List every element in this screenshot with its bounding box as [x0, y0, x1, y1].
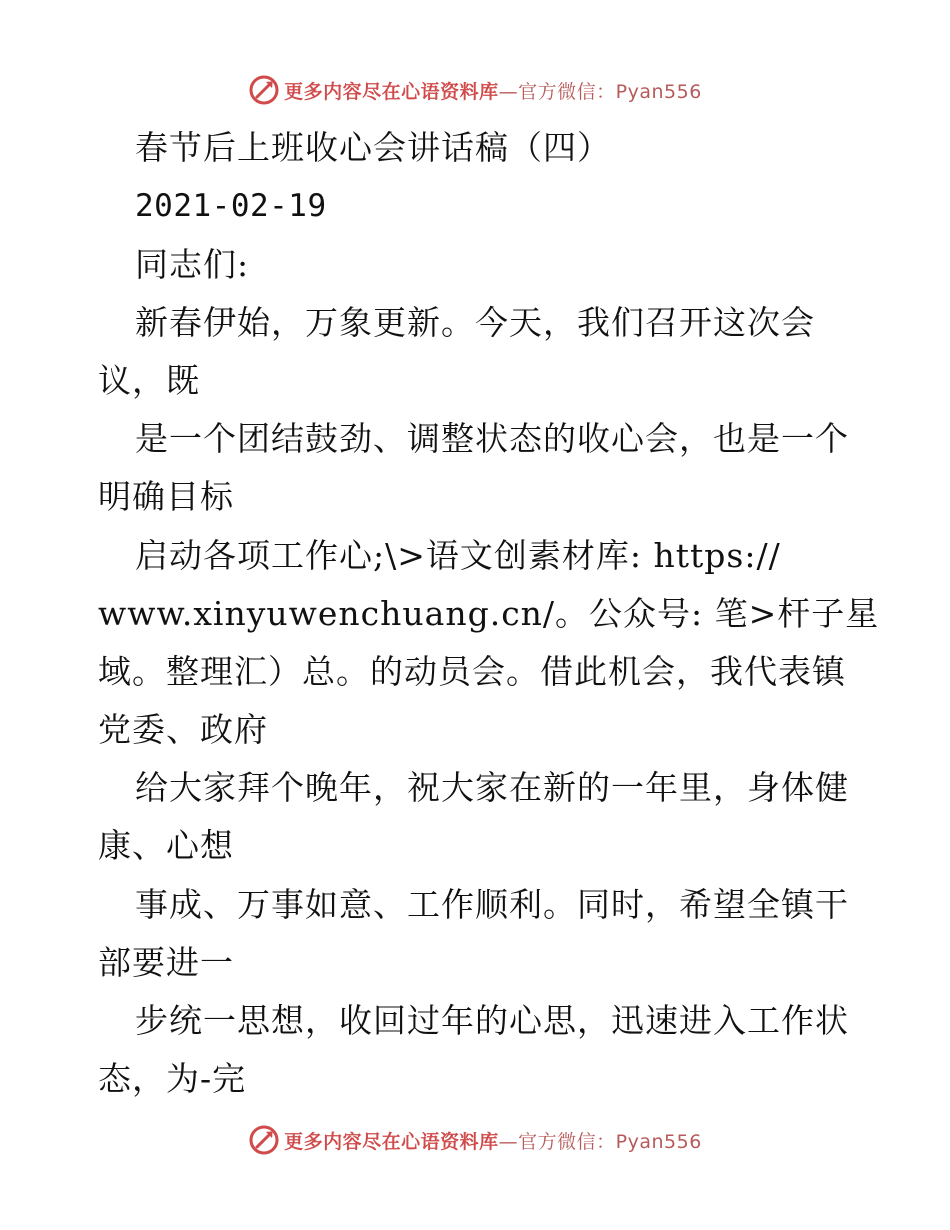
doc-date: 2021-02-19 [135, 188, 327, 224]
banner-text-bold: 更多内容尽在心语资料库 [284, 1130, 499, 1153]
doc-line: 态，为-完 [98, 1059, 247, 1098]
doc-line: 部要进一 [98, 943, 234, 982]
doc-title: 春节后上班收心会讲话稿（四） [135, 128, 611, 167]
doc-line: 给大家拜个晚年，祝大家在新的一年里，身体健 [135, 768, 849, 807]
doc-line: 议，既 [98, 361, 200, 400]
banner-text [284, 1127, 702, 1154]
doc-salutation: 同志们: [135, 245, 250, 284]
quill-logo-icon [248, 1124, 280, 1156]
banner-text-plain: —官方微信：Pyan556 [498, 1130, 702, 1153]
doc-line: 明确目标 [98, 477, 234, 516]
footer-watermark-banner [0, 1120, 950, 1160]
doc-line: 启动各项工作心;\>语文创素材库: https:// [135, 536, 781, 575]
doc-line: 域。整理汇）总。的动员会。借此机会，我代表镇 [98, 652, 846, 691]
doc-line: 新春伊始，万象更新。今天，我们召开这次会 [135, 303, 815, 342]
banner-text-plain: —官方微信：Pyan556 [498, 80, 702, 103]
doc-line: 事成、万事如意、工作顺利。同时，希望全镇干 [135, 885, 849, 924]
doc-line: 党委、政府 [98, 710, 268, 749]
doc-line: 是一个团结鼓劲、调整状态的收心会，也是一个 [135, 419, 849, 458]
doc-line: www.xinyuwenchuang.cn/。公众号: 笔>杆子星 [98, 594, 880, 633]
doc-line: 步统一思想，收回过年的心思，迅速进入工作状 [135, 1001, 849, 1040]
doc-line: 康、心想 [98, 826, 234, 865]
banner-text-bold: 更多内容尽在心语资料库 [284, 80, 499, 103]
